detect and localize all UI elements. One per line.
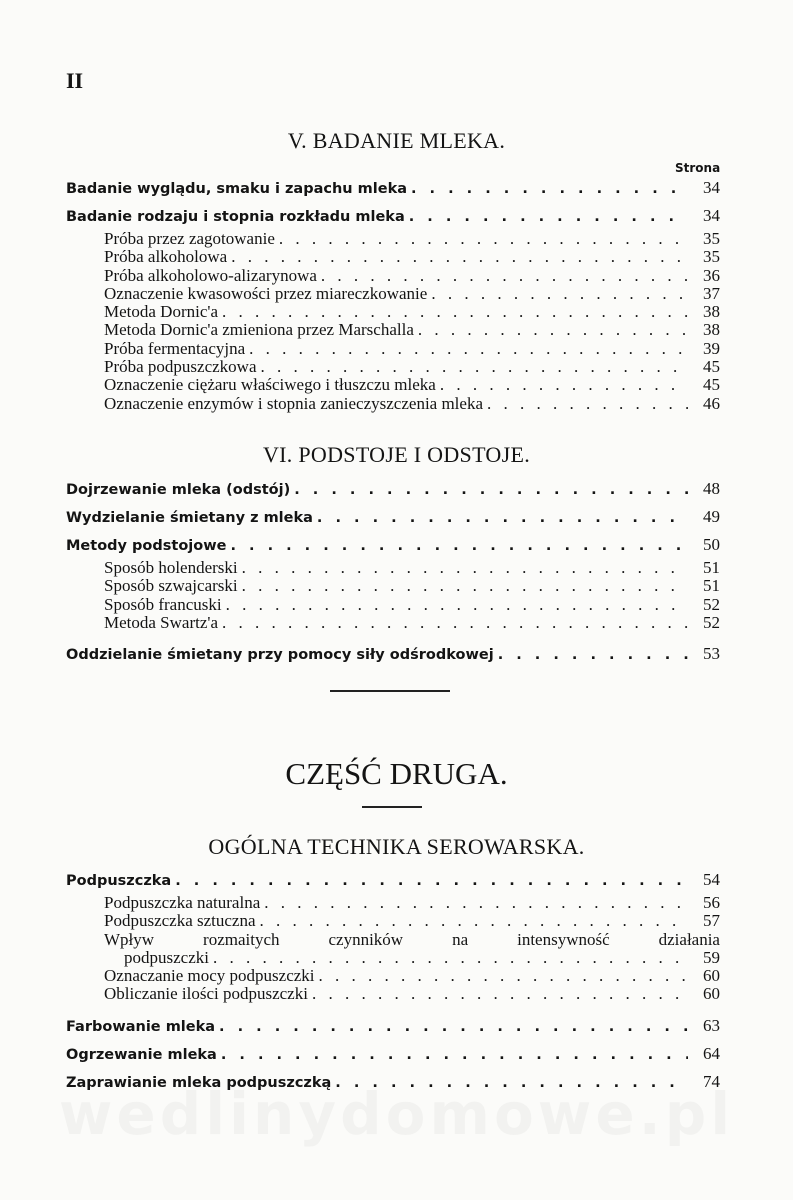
toc-entry-sub xyxy=(66,358,720,376)
leader-dots xyxy=(321,267,688,285)
leader-dots xyxy=(219,1013,688,1041)
leader-dots xyxy=(231,248,688,266)
toc-entry-sub xyxy=(66,285,720,303)
toc-entry-main xyxy=(66,503,720,531)
toc-entry-label: Oddzielanie śmietany przy pomocy siły odśrodkowej xyxy=(66,647,494,664)
toc-entry-page: 34 xyxy=(703,206,720,225)
toc-entry-sub xyxy=(66,340,720,358)
leader-dots xyxy=(242,559,688,577)
toc-entry-sub xyxy=(66,376,720,394)
leader-dots xyxy=(312,985,688,1003)
toc-entry-label: podpuszczki xyxy=(124,947,209,967)
page-number: II xyxy=(66,68,84,93)
leader-dots xyxy=(317,504,688,532)
toc-entry-label: Zaprawianie mleka podpuszczką xyxy=(66,1074,332,1091)
toc-spacer xyxy=(66,632,720,640)
toc-entry-page: 38 xyxy=(703,302,720,322)
leader-dots xyxy=(294,476,688,504)
toc-entry-page: 36 xyxy=(703,265,720,285)
toc-entry-page: 59 xyxy=(703,947,720,967)
leader-dots xyxy=(411,175,688,203)
toc-entry-label: Dojrzewanie mleka (odstój) xyxy=(66,482,291,498)
toc-entry-sub xyxy=(66,614,720,632)
toc-section-vi xyxy=(66,475,720,668)
toc-entry-main xyxy=(66,531,720,559)
toc-entry-sub xyxy=(66,321,720,339)
leader-dots xyxy=(222,303,688,321)
toc-entry-main xyxy=(66,475,720,503)
divider-rule xyxy=(330,690,450,692)
toc-entry-label: Oznaczenie ciężaru właściwego i tłuszczu mleka xyxy=(104,375,436,395)
toc-entry-sub xyxy=(66,559,720,577)
toc-entry-page: 50 xyxy=(703,535,720,554)
toc-part-two xyxy=(66,866,720,1096)
toc-entry-word: na xyxy=(452,929,469,949)
toc-entry-label: Próba alkoholowa xyxy=(104,247,228,267)
toc-entry-label: Podpuszczka naturalna xyxy=(104,893,261,912)
toc-entry-label: Oznaczenie kwasowości przez miareczkowanie xyxy=(104,283,428,303)
leader-dots xyxy=(279,230,688,248)
toc-entry-word: intensywność xyxy=(517,929,610,949)
leader-dots xyxy=(440,376,688,394)
part-two-title: CZĘŚĆ DRUGA. xyxy=(285,756,508,791)
leader-dots xyxy=(260,912,688,930)
watermark xyxy=(0,1080,793,1148)
toc-entry-page: 57 xyxy=(703,911,720,931)
toc-entry-sub xyxy=(66,395,720,413)
toc-entry-page: 74 xyxy=(703,1071,720,1091)
toc-entry-label: Wydzielanie śmietany z mleka xyxy=(66,510,313,526)
toc-entry-label: Ogrzewanie mleka xyxy=(66,1046,217,1063)
toc-entry-page: 63 xyxy=(703,1015,720,1035)
leader-dots xyxy=(226,596,688,614)
leader-dots xyxy=(249,340,688,358)
toc-entry-word: czynników xyxy=(328,929,404,949)
toc-entry-label: Sposób francuski xyxy=(104,594,222,614)
toc-entry-page: 48 xyxy=(703,479,720,498)
toc-entry-sub xyxy=(66,230,720,248)
toc-entry-word: Wpływ xyxy=(104,929,155,949)
leader-dots xyxy=(222,614,688,632)
toc-entry-label: Metoda Dornic'a xyxy=(104,302,218,322)
toc-entry-page: 35 xyxy=(703,247,720,267)
toc-entry-page: 52 xyxy=(703,594,720,614)
toc-entry-sub xyxy=(66,577,720,595)
toc-entry-main xyxy=(66,202,720,230)
toc-entry-main xyxy=(66,866,720,894)
toc-entry-page: 60 xyxy=(703,984,720,1004)
toc-spacer xyxy=(66,1004,720,1012)
toc-entry-continuation xyxy=(66,949,720,967)
toc-entry-page: 60 xyxy=(703,966,720,986)
leader-dots xyxy=(409,203,688,231)
toc-entry-main xyxy=(66,1040,720,1068)
toc-entry-label: Próba podpuszczkowa xyxy=(104,357,257,377)
toc-entry-sub xyxy=(66,967,720,985)
toc-entry-label: Badanie rodzaju i stopnia rozkładu mleka xyxy=(66,209,405,225)
toc-entry-label: Sposób holenderski xyxy=(104,558,238,577)
leader-dots xyxy=(261,358,689,376)
toc-entry-sub xyxy=(66,596,720,614)
strona-label: Strona xyxy=(675,161,721,175)
toc-entry-wrapped xyxy=(66,931,720,949)
leader-dots xyxy=(487,395,688,413)
toc-section-v xyxy=(66,174,720,413)
leader-dots xyxy=(230,532,688,560)
toc-entry-page: 39 xyxy=(703,338,720,358)
toc-entry-page: 51 xyxy=(703,576,720,596)
toc-entry-page: 64 xyxy=(703,1043,720,1063)
toc-entry-page: 37 xyxy=(703,283,720,303)
toc-entry-page: 45 xyxy=(703,357,720,377)
leader-dots xyxy=(175,867,688,895)
divider-rule-short xyxy=(362,806,422,808)
leader-dots xyxy=(264,894,688,912)
leader-dots xyxy=(213,949,688,967)
toc-entry-sub xyxy=(66,267,720,285)
toc-entry-word: działania xyxy=(658,929,720,949)
leader-dots xyxy=(498,641,688,669)
toc-entry-sub xyxy=(66,894,720,912)
toc-entry-page: 54 xyxy=(703,870,720,889)
toc-entry-label: Badanie wyglądu, smaku i zapachu mleka xyxy=(66,181,407,197)
toc-entry-label: Podpuszczka sztuczna xyxy=(104,911,256,931)
toc-entry-label: Metoda Dornic'a zmieniona przez Marschalla xyxy=(104,320,414,340)
toc-entry-sub xyxy=(66,303,720,321)
toc-entry-label: Metoda Swartz'a xyxy=(104,612,218,632)
toc-entry-label: Obliczanie ilości podpuszczki xyxy=(104,984,308,1004)
toc-entry-label: Oznaczanie mocy podpuszczki xyxy=(104,966,315,986)
toc-entry-sub xyxy=(66,985,720,1003)
toc-entry-sub xyxy=(66,912,720,930)
toc-entry-page: 38 xyxy=(703,320,720,340)
toc-entry-page: 56 xyxy=(703,893,720,912)
toc-entry-label: Próba fermentacyjna xyxy=(104,338,246,358)
leader-dots xyxy=(418,321,688,339)
toc-entry-main xyxy=(66,1012,720,1040)
toc-entry-label: Oznaczenie enzymów i stopnia zanieczyszczenia mleka xyxy=(104,393,483,413)
section-vi-title: VI. PODSTOJE I ODSTOJE. xyxy=(262,442,531,467)
toc-entry-label: Próba przez zagotowanie xyxy=(104,229,275,248)
toc-entry-label: Metody podstojowe xyxy=(66,538,227,554)
leader-dots xyxy=(431,285,688,303)
toc-entry-page: 53 xyxy=(703,644,720,664)
toc-entry-label: Podpuszczka xyxy=(66,873,172,889)
toc-entry-page: 45 xyxy=(703,375,720,395)
toc-entry-label: Sposób szwajcarski xyxy=(104,576,238,596)
leader-dots xyxy=(242,577,688,595)
leader-dots xyxy=(319,967,688,985)
toc-entry-main xyxy=(66,640,720,668)
toc-entry-label: Farbowanie mleka xyxy=(66,1018,216,1035)
toc-entry-sub xyxy=(66,248,720,266)
section-v-title: V. BADANIE MLEKA. xyxy=(287,128,506,153)
toc-entry-page: 35 xyxy=(703,229,720,248)
toc-entry-page: 52 xyxy=(703,612,720,632)
part-two-subtitle: OGÓLNA TECHNIKA SEROWARSKA. xyxy=(208,834,585,859)
toc-entry-main xyxy=(66,174,720,202)
toc-entry-label: Próba alkoholowo-alizarynowa xyxy=(104,265,317,285)
leader-dots xyxy=(221,1041,688,1069)
toc-entry-word: rozmaitych xyxy=(203,929,280,949)
toc-entry-page: 46 xyxy=(703,393,720,413)
toc-entry-page: 49 xyxy=(703,507,720,526)
toc-entry-page: 51 xyxy=(703,558,720,577)
toc-entry-page: 34 xyxy=(703,178,720,197)
